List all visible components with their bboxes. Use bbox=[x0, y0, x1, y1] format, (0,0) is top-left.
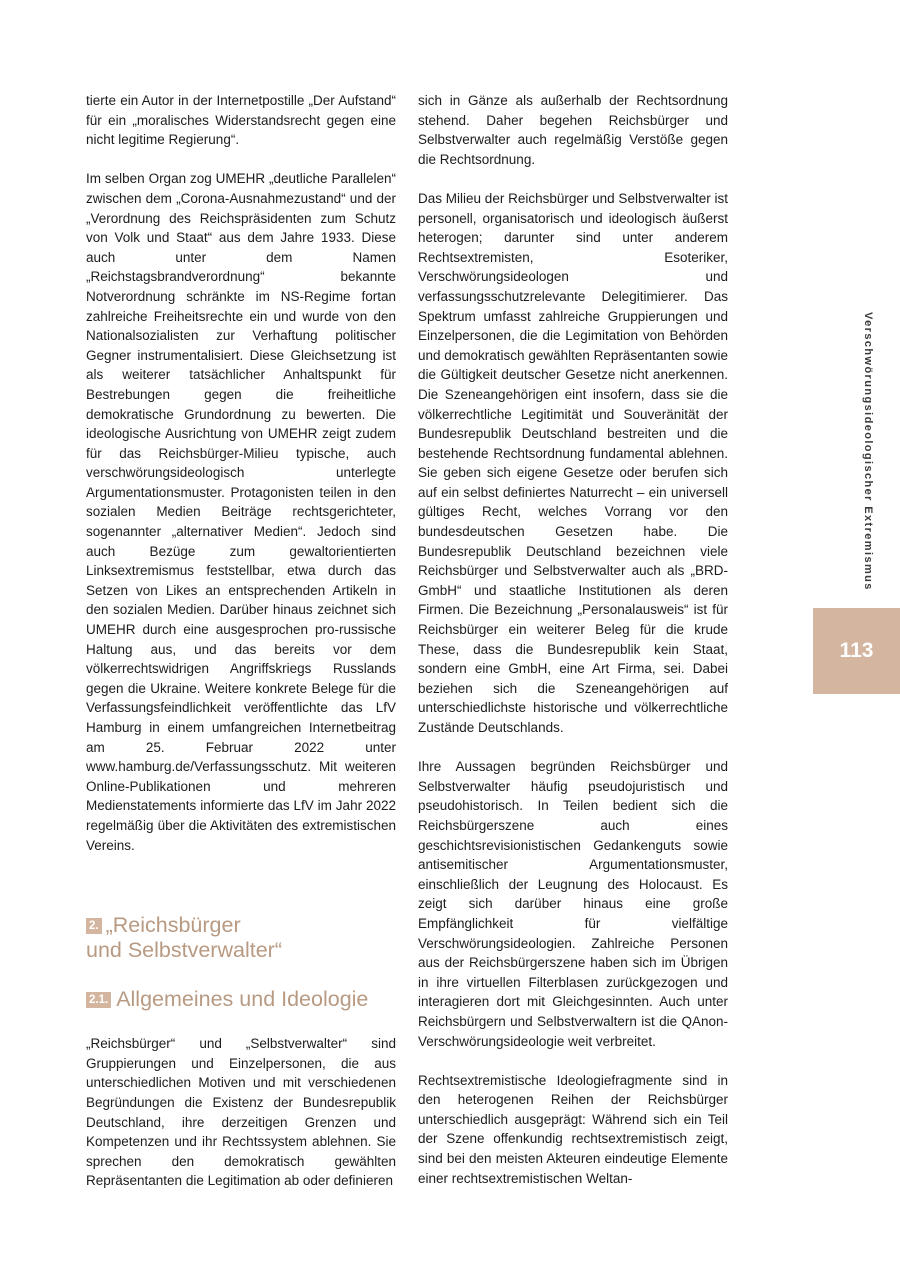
paragraph: tierte ein Autor in der Internetpostille „Der Aufstand“ für ein „moralisches Widerstandsrecht gegen eine nicht legitime Regierung“. bbox=[86, 93, 396, 148]
paragraph: Das Milieu der Reichsbürger und Selbstverwalter ist personell, organisatorisch und ideologisch äußerst heterogen; darunter sind unter anderem Rechtsextremisten, Esoteriker, Verschwörungsideologen und verfassungsschutzrelevante Delegitimierer. Das Spektrum umfasst zahlreiche Gruppierungen und Einzelpersonen, die die Legimitation von Behörden und demokratisch gewählten Repräsentanten sowie die Gültigkeit deutscher Gesetze nicht anerkennen. Die Szeneangehörigen eint insofern, dass sie die völkerrechtliche Legitimität und Souveränität der Bundesrepublik Deutschland bestreiten und die bestehende Rechtsordnung fundamental ablehnen. Sie geben sich eigene Gesetze oder berufen sich auf ein selbst definiertes Naturrecht – ein universell gültiges Recht, welches Vorrang vor den bundesdeutschen Gesetzen habe. Die Bundesrepublik Deutschland bezeichnen viele Reichsbürger und Selbstverwalter auch als „BRD-GmbH“ und staatliche Institutionen als deren Firmen. Die Bezeichnung „Personalausweis“ ist für Reichsbürger ein weiterer Beleg für die krude These, dass die Bundesrepublik kein Staat, sondern eine GmbH, eine Art Firma, sei. Dabei beziehen sich die Szeneangehörigen auf unterschiedlichste historische und völkerrechtliche Zustände Deutschlands. bbox=[418, 190, 728, 735]
chapter-side-title: Verschwörungsideologischer Extremismus bbox=[862, 312, 874, 591]
right-column bbox=[418, 91, 728, 1208]
subsection-heading-title: Allgemeines und Ideologie bbox=[116, 987, 369, 1012]
paragraph: Rechtsextremistische Ideologiefragmente sind in den heterogenen Reihen der Reichsbürger unterschiedlich ausgeprägt: Während sich ein Teil der Szene offenkundig rechtsextremistisch zeigt, sind bei den meisten Akteuren eindeutige Elemente einer rechtsextremistischen Weltan- bbox=[418, 1072, 728, 1186]
paragraph: Ihre Aussagen begründen Reichsbürger und Selbstverwalter häufig pseudojuristisch und pseudohistorisch. In Teilen bedient sich die Reichsbürgerszene auch eines geschichtsrevisionistischen Gedankenguts sowie antisemitischer Argumentationsmuster, einschließlich der Leugnung des Holocaust. Es zeigt sich darüber hinaus eine große Empfänglichkeit für vielfältige Verschwörungsideologien. Zahlreiche Personen aus der Reichsbürgerszene haben sich im Übrigen in ihre virtuellen Filterblasen zurückgezogen und interagieren dort mit Gleichgesinnten. Auch unter Reichsbürgern und Selbstverwaltern ist die QAnon-Verschwörungsideologie weit verbreitet. bbox=[418, 759, 728, 1049]
page-number-tab bbox=[813, 608, 900, 694]
left-column bbox=[86, 91, 396, 1211]
page-number: 113 bbox=[839, 639, 874, 662]
paragraph: sich in Gänze als außerhalb der Rechtsordnung stehend. Daher begehen Reichsbürger und Selbstverwalter auch regelmäßig Verstöße gegen die Rechtsordnung. bbox=[418, 93, 728, 167]
paragraph: „Reichsbürger“ und „Selbstverwalter“ sind Gruppierungen und Einzelpersonen, die aus unterschiedlichen Motiven und mit verschiedenen Begründungen die Existenz der Bundesrepublik Deutschland, ihre derzeitigen Grenzen und Kompetenzen und ihr Rechtssystem ablehnen. Sie sprechen den demokratisch gewählten Repräsentanten die Legitimation ab oder definieren bbox=[86, 1036, 396, 1189]
section-heading-2 bbox=[86, 913, 396, 963]
section-heading-line: und Selbstverwalter“ bbox=[86, 938, 282, 963]
subsection-heading-2-1 bbox=[86, 987, 396, 1012]
section-number-badge: 2. bbox=[86, 918, 102, 934]
section-heading-line: „Reichsbürger bbox=[105, 913, 241, 938]
paragraph: Im selben Organ zog UMEHR „deutliche Parallelen“ zwischen dem „Corona-Ausnahmezustand“ und der „Verordnung des Reichspräsidenten zum Schutz von Volk und Staat“ aus dem Jahre 1933. Diese auch unter dem Namen „Reichstagsbrandverordnung“ bekannte Notverordnung schränkte im NS-Regime fortan zahlreiche Freiheitsrechte ein und wurde von den Nationalsozialisten zur Verhaftung politischer Gegner instrumentalisiert. Diese Gleichsetzung ist als weiterer tatsächlicher Anhaltspunkt für Bestrebungen gegen die freiheitliche demokratische Grundordnung zu bewerten. Die ideologische Ausrichtung von UMEHR zeigt zudem für das Reichsbürger-Milieu typische, auch verschwörungsideologisch unterlegte Argumentationsmuster. Protagonisten teilen in den sozialen Medien Beiträge rechtsgerichteter, sogenannter „alternativer Medien“. Jedoch sind auch Bezüge zum gewaltorientierten Linksextremismus feststellbar, etwa durch das Setzen von Likes an entsprechenden Artikeln in den sozialen Medien. Darüber hinaus zeichnet sich UMEHR durch eine ausgesprochen pro-russische Haltung aus, und das bereits vor dem völkerrechtswidrigen Angriffskriegs Russlands gegen die Ukraine. Weitere konkrete Belege für die Verfassungsfeindlichkeit veröffentlichte das LfV Hamburg in einem umfangreichen Internetbeitrag am 25. Februar 2022 unter www.hamburg.de/Verfassungsschutz. Mit weiteren Online-Publikationen und mehreren Medienstatements informierte das LfV im Jahr 2022 regelmäßig über die Aktivitäten des extremistischen Vereins. bbox=[86, 171, 396, 853]
subsection-number-badge: 2.1. bbox=[86, 992, 111, 1008]
